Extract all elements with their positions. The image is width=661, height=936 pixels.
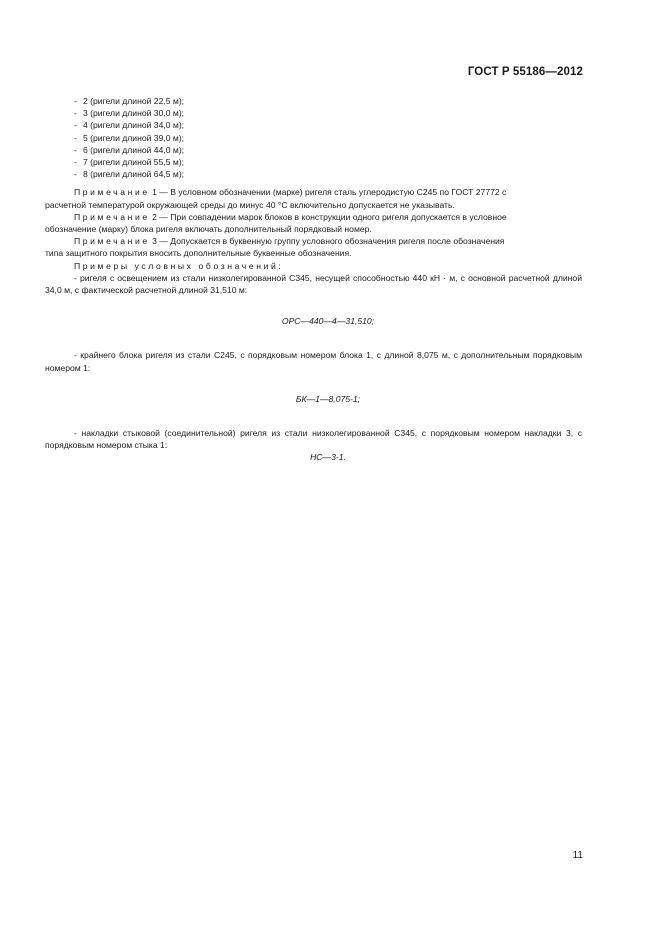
spacer — [74, 374, 582, 393]
list-item-text: 2 (ригели длиной 22,5 м); — [83, 96, 185, 106]
list-item-text: 6 (ригели длиной 44,0 м); — [83, 144, 185, 155]
list-item — [74, 95, 582, 107]
example-2-text — [45, 349, 582, 373]
list-dash: - — [74, 96, 77, 106]
list-dash: - — [74, 428, 77, 439]
list-dash: - — [74, 350, 77, 361]
note-number: 2 — — [149, 211, 171, 222]
document-code-header: ГОСТ Р 55186—2012 — [467, 66, 583, 78]
note-1-continuation: расчетной температурой окружающей среды до минус 40 °С включительно допускается не указывать. — [45, 199, 455, 210]
list-dash: - — [74, 272, 77, 283]
example-1-text — [45, 272, 582, 296]
page-content — [45, 95, 583, 464]
page-number: 11 — [572, 850, 583, 861]
notes-section — [45, 186, 582, 259]
note-3 — [74, 235, 582, 247]
note-2-continuation: обозначение (марку) блока ригеля включать дополнительный порядковый номер. — [45, 224, 372, 235]
list-item-text: 7 (ригели длиной 55,5 м); — [83, 157, 185, 168]
example-description: ригеля с освещением из стали низколегированной С345, несущей способностью 440 кН · м, с основной расчетной длиной 34,0 м, с фактической расчетной длиной 31,510 м: — [45, 272, 582, 296]
note-label: Примечание — [74, 236, 150, 247]
list-item-text: 4 (ригели длиной 34,0 м); — [83, 120, 185, 131]
note-text: Допускается в буквенную группу условного обозначения ригеля после обозначения — [170, 236, 505, 247]
list-dash: - — [74, 157, 77, 168]
note-1 — [74, 186, 582, 198]
example-description: крайнего блока ригеля из стали С245, с порядковым номером блока 1, с длиной 8,075 м, с дополнительным порядковым номером 1: — [45, 350, 582, 373]
list-item — [74, 144, 582, 156]
list-item — [74, 107, 582, 119]
note-label: Примечание — [74, 211, 150, 222]
example-2-formula: БК—1—8,075-1; — [295, 393, 361, 404]
list-item — [74, 132, 582, 144]
list-item — [74, 156, 582, 168]
length-list — [74, 95, 582, 180]
list-item-text: 3 (ригели длиной 30,0 м); — [83, 108, 185, 119]
note-label: Примечание — [74, 187, 150, 198]
example-description: накладки стыковой (соединительной) ригеля из стали низколегированной С345, с порядковым номером накладки 3, с порядковым номером стыка 1: — [45, 428, 583, 451]
example-1-formula: ОРС—440—4—31,510; — [281, 316, 375, 327]
list-dash: - — [74, 132, 77, 143]
list-item-text: 5 (ригели длиной 39,0 м); — [83, 132, 185, 143]
list-dash: - — [74, 144, 77, 155]
spacer — [74, 405, 582, 427]
spacer — [74, 296, 582, 315]
examples-label: Примеры условных обозначений: — [74, 260, 284, 271]
list-dash: - — [74, 169, 77, 180]
note-number: 3 — — [149, 236, 171, 247]
note-text: При совпадении марок блоков в конструкции одного ригеля допускается в условное — [170, 211, 507, 222]
list-item — [74, 119, 582, 131]
list-item — [74, 168, 582, 180]
list-item-text: 8 (ригели длиной 64,5 м); — [83, 169, 185, 180]
note-text: В условном обозначении (марке) ригеля сталь углеродистую С245 по ГОСТ 27772 с — [170, 187, 507, 198]
note-3-continuation: типа защитного покрытия вносить дополнительные буквенные обозначения. — [45, 248, 352, 259]
spacer — [74, 327, 582, 349]
list-dash: - — [74, 108, 77, 119]
example-3-formula: НС—3-1. — [310, 452, 346, 463]
examples-heading — [74, 260, 582, 272]
example-3-text — [45, 427, 582, 451]
note-number: 1 — — [149, 187, 171, 198]
note-2 — [74, 211, 582, 223]
list-dash: - — [74, 120, 77, 131]
